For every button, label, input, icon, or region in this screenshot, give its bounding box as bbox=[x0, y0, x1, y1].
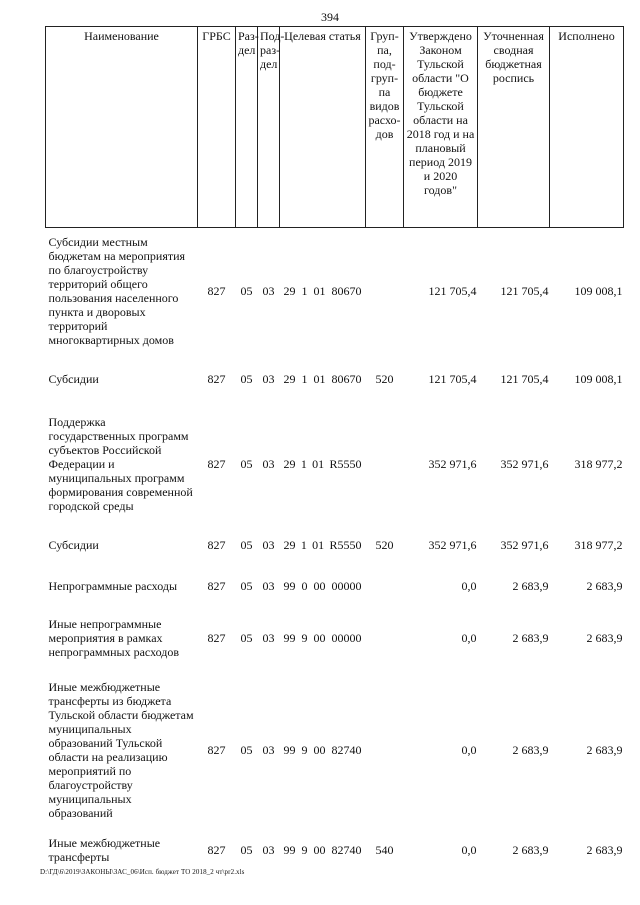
target-part: 80670 bbox=[331, 283, 362, 298]
target-part: 01 bbox=[313, 371, 326, 386]
target-part: 01 bbox=[312, 537, 325, 552]
target-part: 29 bbox=[283, 537, 296, 552]
target-part: 00 bbox=[313, 630, 326, 645]
row-target bbox=[280, 670, 366, 830]
row-approved: 121 705,4 bbox=[428, 371, 477, 386]
row-approved: 352 971,6 bbox=[428, 456, 477, 471]
table-row bbox=[46, 606, 624, 670]
row-grbs: 827 bbox=[207, 842, 226, 857]
row-name: Поддержка государственных программ субъектов Российской Федерации и муниципальных программ формирования современной городской среды bbox=[48, 414, 193, 513]
row-grbs: 827 bbox=[207, 742, 226, 757]
file-path-footer: D:\ГД\6\2019\ЗАКОНЫ\ЗАС_06\Исп. бюджет ТО 2018_2 чт\pr2.xls bbox=[40, 868, 245, 876]
budget-table bbox=[45, 26, 624, 870]
row-revised: 2 683,9 bbox=[512, 630, 549, 645]
row-vid bbox=[366, 228, 404, 354]
row-name: Субсидии bbox=[48, 371, 99, 386]
row-podrazdel: 03 bbox=[262, 630, 275, 645]
target-part: 00 bbox=[313, 578, 326, 593]
row-name: Иные межбюджетные трансферты из бюджета Тульской области бюджетам муниципальных образований Тульской области на реализацию мероприятий по благоустройству муниципальных образований bbox=[48, 679, 194, 820]
table-row bbox=[46, 830, 624, 870]
row-revised: 2 683,9 bbox=[512, 742, 549, 757]
row-revised: 352 971,6 bbox=[500, 537, 549, 552]
row-vid: 520 bbox=[375, 371, 394, 386]
row-approved: 0,0 bbox=[461, 742, 477, 757]
row-approved: 0,0 bbox=[461, 842, 477, 857]
table-row bbox=[46, 670, 624, 830]
table-row bbox=[46, 354, 624, 404]
row-approved: 0,0 bbox=[461, 578, 477, 593]
target-part: 82740 bbox=[331, 842, 362, 857]
row-vid bbox=[366, 566, 404, 606]
target-part: 00000 bbox=[331, 578, 362, 593]
row-grbs: 827 bbox=[207, 537, 226, 552]
target-part: 01 bbox=[312, 456, 325, 471]
header-razdel: Раз-дел bbox=[236, 27, 258, 228]
row-podrazdel: 03 bbox=[262, 842, 275, 857]
row-podrazdel: 03 bbox=[262, 537, 275, 552]
header-podrazdel: Под-раз-дел bbox=[258, 27, 280, 228]
row-podrazdel: 03 bbox=[262, 371, 275, 386]
row-executed: 2 683,9 bbox=[586, 742, 623, 757]
target-part: 99 bbox=[283, 842, 296, 857]
row-podrazdel: 03 bbox=[262, 283, 275, 298]
target-part: 1 bbox=[301, 371, 308, 386]
row-grbs: 827 bbox=[207, 371, 226, 386]
page-number: 394 bbox=[321, 10, 339, 24]
header-vid-group: Груп-па, под-груп-па видов расхо-дов bbox=[366, 27, 404, 228]
row-target bbox=[280, 524, 366, 566]
target-part: 9 bbox=[301, 630, 308, 645]
target-part: 01 bbox=[313, 283, 326, 298]
row-revised: 121 705,4 bbox=[500, 283, 549, 298]
row-target bbox=[280, 228, 366, 354]
target-part: 29 bbox=[283, 456, 296, 471]
header-target: Целевая статья bbox=[280, 27, 366, 228]
header-approved: Утверждено Законом Тульской области "О бюджете Тульской области на 2018 год и на плановый период 2019 и 2020 годов" bbox=[404, 27, 478, 228]
row-name: Субсидии местным бюджетам на мероприятия по благоустройству территорий общего пользования населенного пункта и дворовых территорий многоквартирных домов bbox=[48, 234, 186, 347]
target-part: 99 bbox=[283, 742, 296, 757]
row-executed: 109 008,1 bbox=[574, 283, 623, 298]
row-name: Иные межбюджетные трансферты bbox=[48, 835, 161, 864]
header-executed: Исполнено bbox=[550, 27, 624, 228]
row-target bbox=[280, 606, 366, 670]
row-grbs: 827 bbox=[207, 456, 226, 471]
row-executed: 2 683,9 bbox=[586, 578, 623, 593]
target-part: R5550 bbox=[329, 537, 362, 552]
row-vid bbox=[366, 670, 404, 830]
row-name: Иные непрограммные мероприятия в рамках непрограммных расходов bbox=[48, 616, 180, 659]
target-part: 1 bbox=[300, 456, 307, 471]
row-vid: 520 bbox=[375, 537, 394, 552]
target-part: 00 bbox=[313, 842, 326, 857]
row-vid: 540 bbox=[375, 842, 394, 857]
row-razdel: 05 bbox=[240, 456, 253, 471]
row-approved: 0,0 bbox=[461, 630, 477, 645]
row-razdel: 05 bbox=[240, 742, 253, 757]
target-part: 00 bbox=[313, 742, 326, 757]
target-part: 99 bbox=[283, 630, 296, 645]
row-revised: 2 683,9 bbox=[512, 842, 549, 857]
row-grbs: 827 bbox=[207, 283, 226, 298]
row-target bbox=[280, 404, 366, 524]
row-target bbox=[280, 830, 366, 870]
row-executed: 2 683,9 bbox=[586, 630, 623, 645]
row-approved: 352 971,6 bbox=[428, 537, 477, 552]
target-part: 99 bbox=[283, 578, 296, 593]
row-razdel: 05 bbox=[240, 283, 253, 298]
table-row bbox=[46, 524, 624, 566]
row-grbs: 827 bbox=[207, 630, 226, 645]
row-revised: 352 971,6 bbox=[500, 456, 549, 471]
row-grbs: 827 bbox=[207, 578, 226, 593]
table-row bbox=[46, 228, 624, 354]
row-podrazdel: 03 bbox=[262, 578, 275, 593]
header-name: Наименование bbox=[46, 27, 198, 228]
target-part: 80670 bbox=[331, 371, 362, 386]
table-row bbox=[46, 566, 624, 606]
table-header-row bbox=[46, 27, 624, 228]
target-part: 29 bbox=[283, 371, 296, 386]
row-razdel: 05 bbox=[240, 537, 253, 552]
target-part: 00000 bbox=[331, 630, 362, 645]
header-grbs: ГРБС bbox=[198, 27, 236, 228]
row-name: Непрограммные расходы bbox=[48, 578, 178, 593]
row-executed: 318 977,2 bbox=[574, 456, 623, 471]
row-revised: 2 683,9 bbox=[512, 578, 549, 593]
table-row bbox=[46, 404, 624, 524]
row-razdel: 05 bbox=[240, 630, 253, 645]
row-target bbox=[280, 566, 366, 606]
row-approved: 121 705,4 bbox=[428, 283, 477, 298]
target-part: R5550 bbox=[329, 456, 362, 471]
row-target bbox=[280, 354, 366, 404]
target-part: 0 bbox=[301, 578, 308, 593]
row-razdel: 05 bbox=[240, 842, 253, 857]
row-vid bbox=[366, 606, 404, 670]
row-revised: 121 705,4 bbox=[500, 371, 549, 386]
row-vid bbox=[366, 404, 404, 524]
header-revised: Уточненная сводная бюджетная роспись bbox=[478, 27, 550, 228]
target-part: 82740 bbox=[331, 742, 362, 757]
row-razdel: 05 bbox=[240, 371, 253, 386]
row-executed: 318 977,2 bbox=[574, 537, 623, 552]
row-razdel: 05 bbox=[240, 578, 253, 593]
row-podrazdel: 03 bbox=[262, 456, 275, 471]
target-part: 9 bbox=[301, 742, 308, 757]
target-part: 9 bbox=[301, 842, 308, 857]
target-part: 1 bbox=[301, 283, 308, 298]
row-executed: 109 008,1 bbox=[574, 371, 623, 386]
row-executed: 2 683,9 bbox=[586, 842, 623, 857]
row-podrazdel: 03 bbox=[262, 742, 275, 757]
target-part: 1 bbox=[300, 537, 307, 552]
target-part: 29 bbox=[283, 283, 296, 298]
row-name: Субсидии bbox=[48, 537, 99, 552]
